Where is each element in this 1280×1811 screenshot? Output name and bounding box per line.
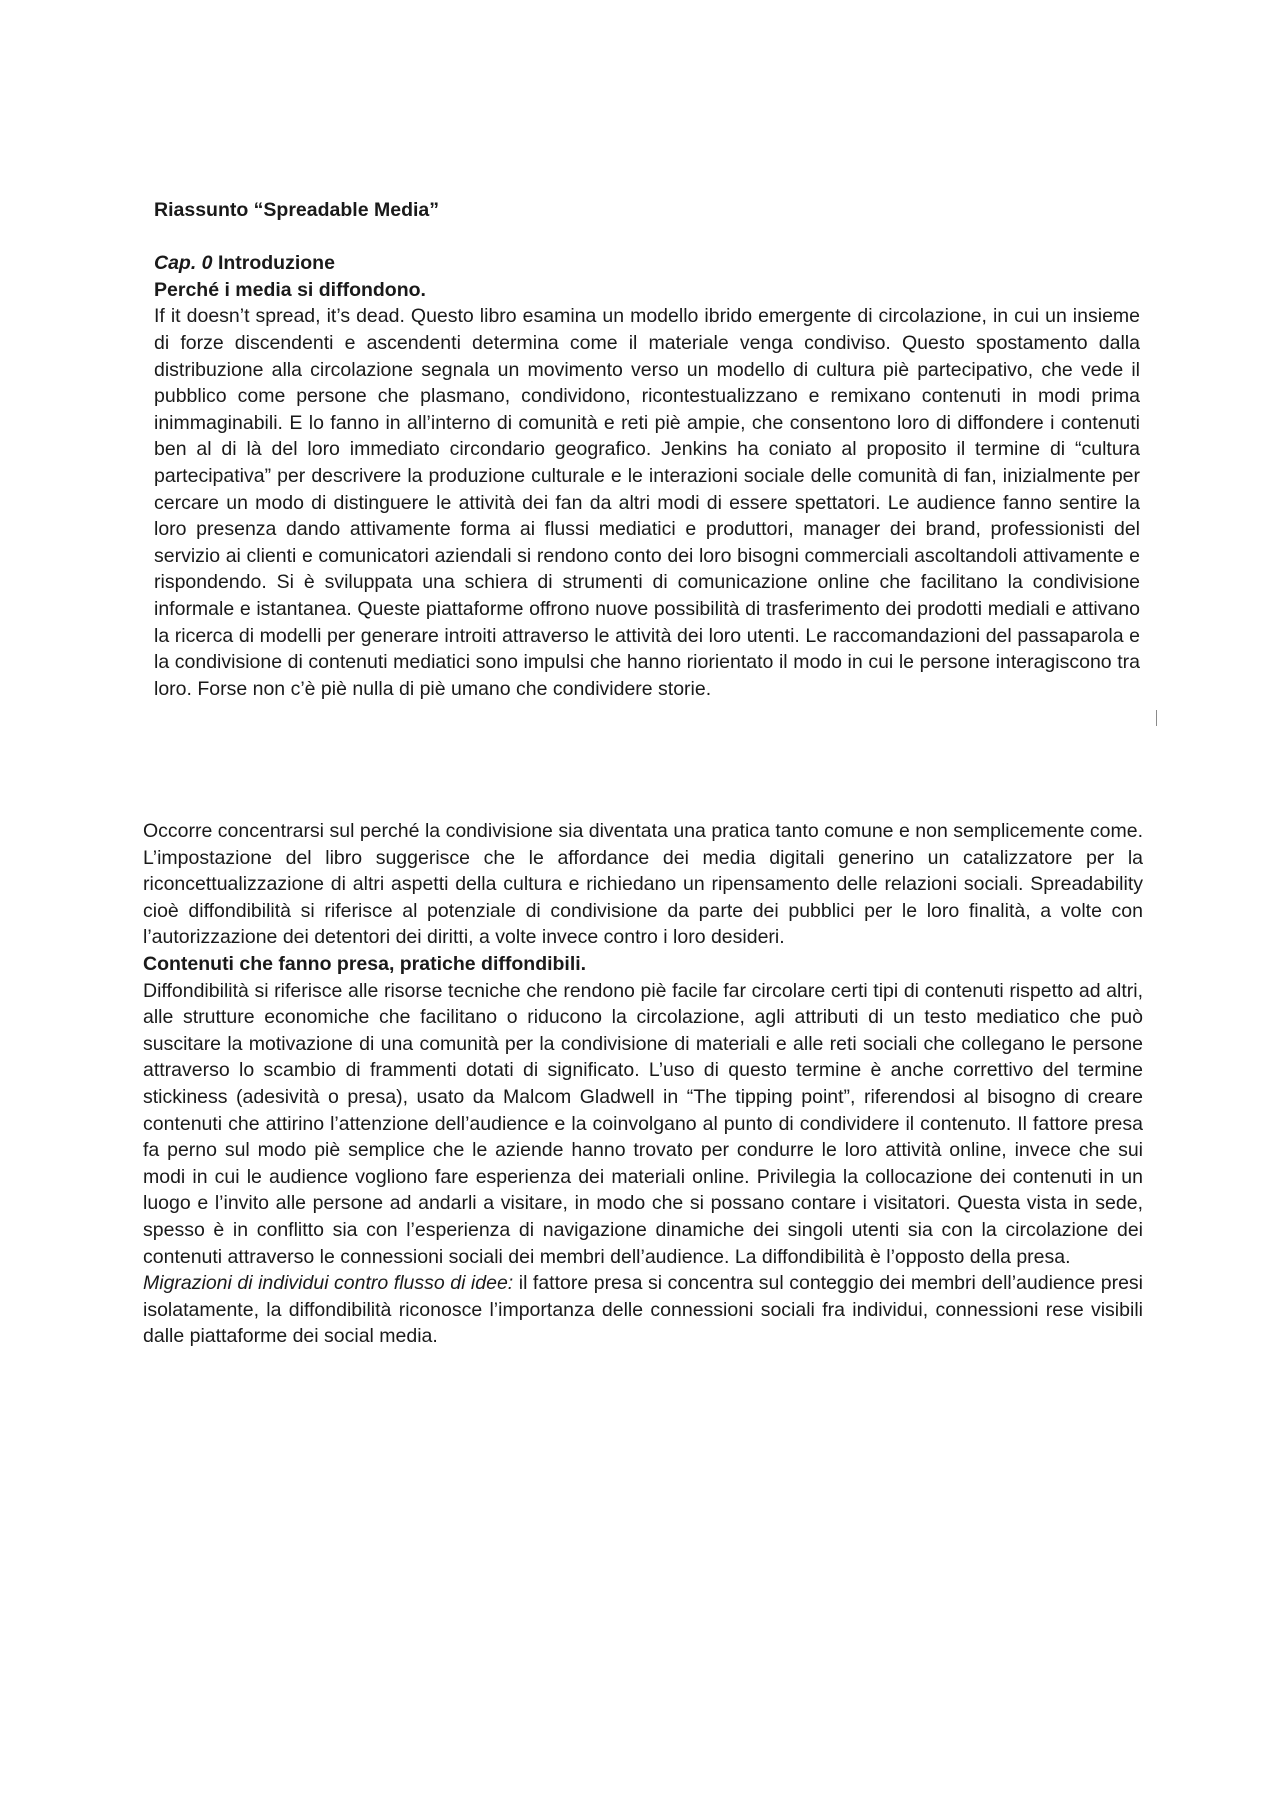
section-closing-2 <box>143 1270 1143 1350</box>
section-heading-2: Contenuti che fanno presa, pratiche diffondibili. <box>143 952 587 975</box>
chapter-name: Introduzione <box>217 252 335 275</box>
intro-block <box>154 197 1140 702</box>
chapter-prefix: Cap. 0 <box>154 252 213 275</box>
section-body-2: Diffondibilità si riferisce alle risorse tecniche che rendono piè facile far circolare certi tipi di contenuti rispetto ad altri, alle strutture economiche che facilitano o riducono la circolazione, agli attributi di un testo mediatico che può suscitare la motivazione di una comunità per la condivisione di materiali e alle reti sociali che collegano le persone attraverso lo scambio di frammenti dotati di significato. L’uso di questo termine è anche correttivo del termine stickiness (adesività o presa), usato da Malcom Gladwell in “The tipping point”, riferendosi al bisogno di creare contenuti che attirino l’attenzione dell’audience e la coinvolgano al punto di condividere il contenuto. Il fattore presa fa perno sul modo piè semplice che le aziende hanno trovato per condurre le loro attività online, invece che sui modi in cui le audience vogliono fare esperienza dei materiali online. Privilegia la collocazione dei contenuti in un luogo e l’invito alle persone ad andarli a visitare, in modo che si possano contare i visitatori. Questa vista in sede, spesso è in conflitto sia con l’esperienza di navigazione dinamiche dei singoli utenti sia con la circolazione dei contenuti attraverso le connessioni sociali dei membri dell’audience. La diffondibilità è l’opposto della presa. <box>143 979 1143 1268</box>
second-block <box>143 818 1143 1350</box>
closing-text: il fattore presa si concentra sul conteggio dei membri dell’audience presi isolatamente, la diffondibilità riconosce l’importanza delle connessioni sociali fra individui, connessioni rese visibili dalle piattaforme dei social media. <box>143 1272 1143 1348</box>
closing-italic: Migrazioni di individui contro flusso di idee: <box>143 1272 514 1295</box>
spacer <box>154 224 1140 251</box>
document-title: Riassunto “Spreadable Media” <box>154 199 439 221</box>
section-body-1: If it doesn’t spread, it’s dead. Questo libro esamina un modello ibrido emergente di circolazione, in cui un insieme di forze discendenti e ascendenti determina come il materiale venga condiviso. Questo spostamento dalla distribuzione alla circolazione segnala un movimento verso un modello di cultura piè partecipativo, che vede il pubblico come persone che plasmano, condividono, ricontestualizzano e remixano contenuti in modi prima inimmaginabili. E lo fanno in all’interno di comunità e reti piè ampie, che consentono loro di diffondere i contenuti ben al di là del loro immediato circondario geografico. Jenkins ha coniato al proposito il termine di “cultura partecipativa” per descrivere la produzione culturale e le interazioni sociale delle comunità di fan, inizialmente per cercare un modo di distinguere le attività dei fan da altri modi di essere spettatori. Le audience fanno sentire la loro presenza dando attivamente forma ai flussi mediatici e produttori, manager dei brand, professionisti del servizio ai clienti e comunicatori aziendali si rendono conto dei loro bisogni commerciali ascoltandoli attivamente e rispondendo. Si è sviluppata una schiera di strumenti di comunicazione online che facilitano la condivisione informale e istantanea. Queste piattaforme offrono nuove possibilità di trasferimento dei prodotti mediali e attivano la ricerca di modelli per generare introiti attraverso le attività dei loro utenti. Le raccomandazioni del passaparola e la condivisione di contenuti mediatici sono impulsi che hanno riorientato il modo in cui le persone interagiscono tra loro. Forse non c’è piè nulla di piè umano che condividere storie. <box>154 305 1140 700</box>
margin-mark <box>1156 710 1157 726</box>
chapter-heading <box>154 250 1140 277</box>
section-intro-2: Occorre concentrarsi sul perché la condivisione sia diventata una pratica tanto comune e non semplicemente come. L’impostazione del libro suggerisce che le affordance dei media digitali generino un catalizzatore per la riconcettualizzazione di altri aspetti della cultura e richiedano un ripensamento delle relazioni sociali. Spreadability cioè diffondibilità si riferisce al potenziale di condivisione da parte dei pubblici per le loro finalità, a volte con l’autorizzazione dei detentori dei diritti, a volte invece contro i loro desideri. <box>143 820 1143 949</box>
section-heading-1: Perché i media si diffondono. <box>154 278 426 301</box>
